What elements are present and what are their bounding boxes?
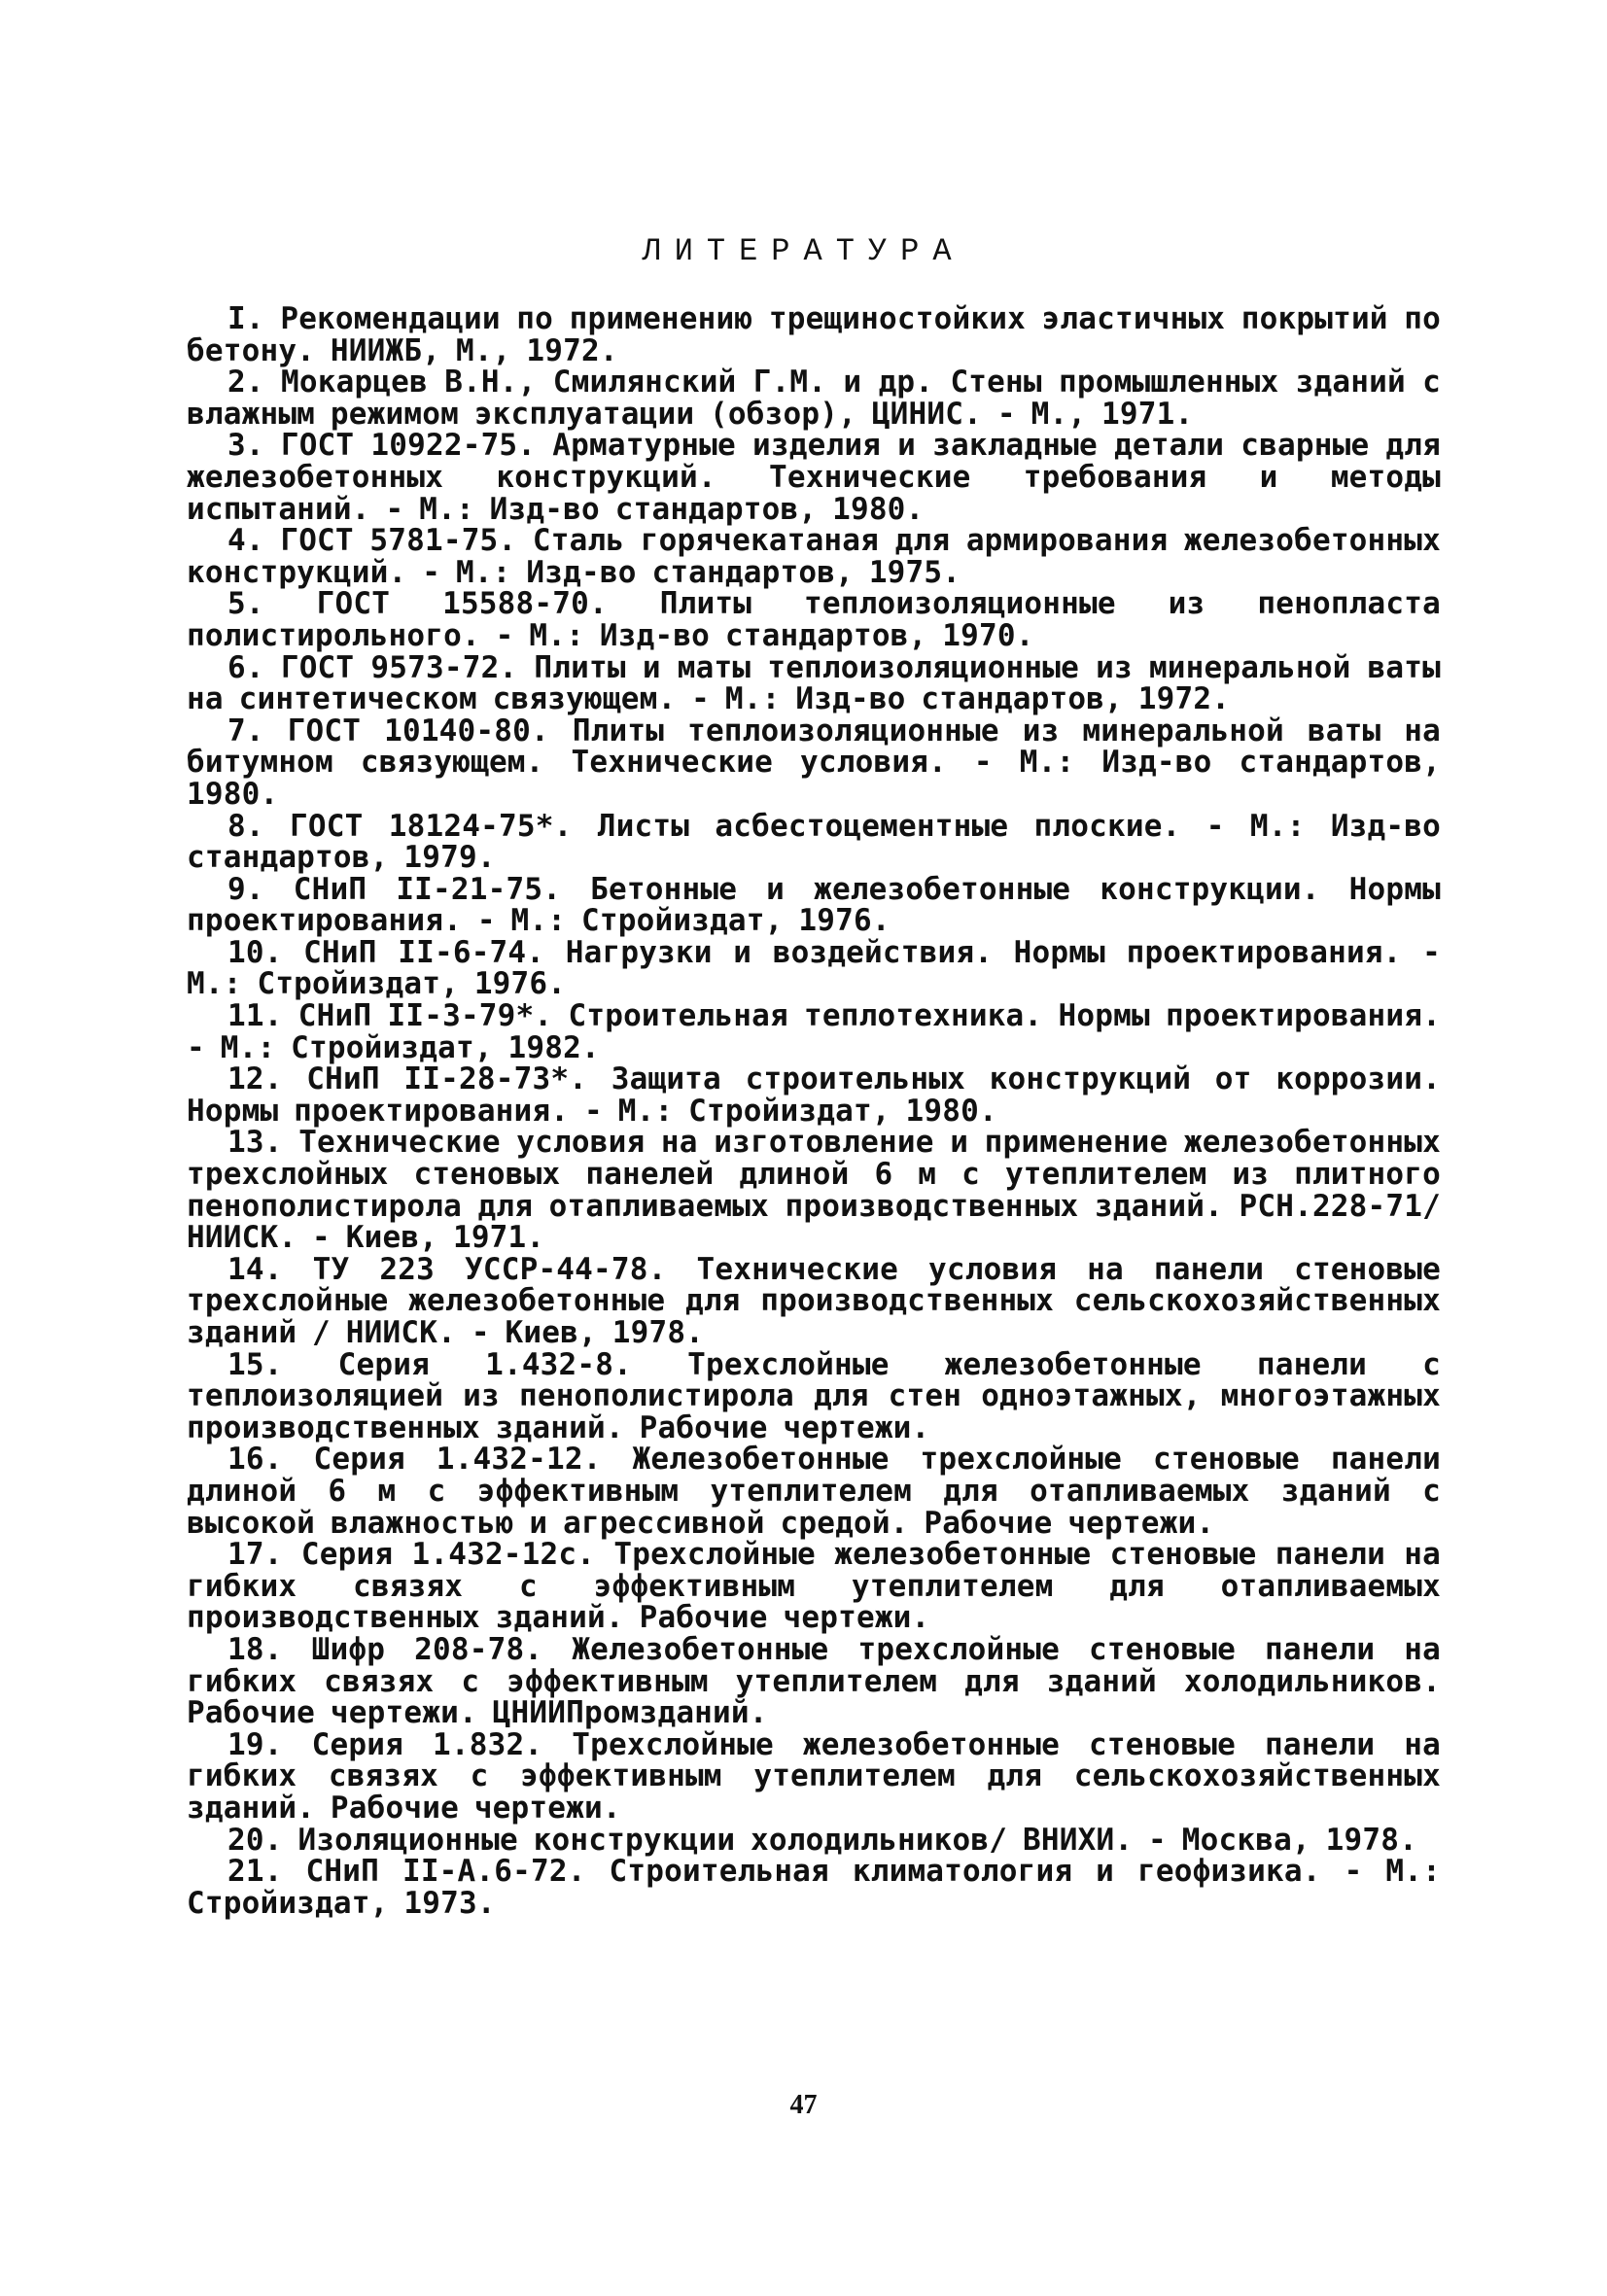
reference-item-10: 10. СНиП II-6-74. Нагрузки и воздействия. Нормы проектирования. - М.: Стройиздат, 1976.: [187, 934, 1441, 1002]
reference-item-20: 20. Изоляционные конструкции холодильников/ ВНИХИ. - Москва, 1978.: [227, 1822, 1417, 1858]
reference-item-17: 17. Серия 1.432-12с. Трехслойные железобетонные стеновые панели на гибких связях с эффективным утеплителем для отапливаемых производственных зданий. Рабочие чертежи.: [187, 1537, 1441, 1636]
reference-item-15: 15. Серия 1.432-8. Трехслойные железобетонные панели с теплоизоляцией из пенополистирола для стен одноэтажных, многоэтажных производственных зданий. Рабочие чертежи.: [187, 1346, 1441, 1445]
reference-item-19: 19. Серия 1.832. Трехслойные железобетонные стеновые панели на гибких связях с эффективным утеплителем для сельскохозяйственных зданий. Рабочие чертежи.: [187, 1726, 1441, 1826]
reference-item-4: 4. ГОСТ 5781-75. Сталь горячекатаная для армирования железобетонных конструкций. - М.: Изд-во стандартов, 1975.: [187, 523, 1441, 590]
reference-item-7: 7. ГОСТ 10140-80. Плиты теплоизоляционные из минеральной ваты на битумном связующем. Технические условия. - М.: Изд-во стандартов, 1980.: [187, 713, 1441, 812]
page-title: ЛИТЕРАТУРА: [642, 233, 965, 269]
reference-item-5: 5. ГОСТ 15588-70. Плиты теплоизоляционные из пенопласта полистирольного. - М.: Изд-во стандартов, 1970.: [187, 586, 1441, 653]
reference-item-11: 11. СНиП II-3-79*. Строительная теплотехника. Нормы проектирования. - М.: Стройиздат, 1982.: [187, 998, 1441, 1065]
reference-item-8: 8. ГОСТ 18124-75*. Листы асбестоцементные плоские. - М.: Изд-во стандартов, 1979.: [187, 808, 1441, 876]
reference-item-6: 6. ГОСТ 9573-72. Плиты и маты теплоизоляционные из минеральной ваты на синтетическом связующем. - М.: Изд-во стандартов, 1972.: [187, 649, 1441, 717]
reference-item-14: 14. ТУ 223 УССР-44-78. Технические условия на панели стеновые трехслойные железобетонные для производственных сельскохозяйственных зданий / НИИСК. - Киев, 1978.: [187, 1251, 1441, 1350]
reference-item-16: 16. Серия 1.432-12. Железобетонные трехслойные стеновые панели длиной 6 м с эффективным утеплителем для отапливаемых зданий с высокой влажностью и агрессивной средой. Рабочие чертежи.: [187, 1442, 1441, 1541]
reference-item-12: 12. СНиП II-28-73*. Защита строительных конструкций от коррозии. Нормы проектирования. - М.: Стройиздат, 1980.: [187, 1061, 1441, 1129]
reference-item-1: I. Рекомендации по применению трещиностойких эластичных покрытий по бетону. НИИЖБ, М., 1972.: [187, 301, 1441, 368]
page-number: 47: [789, 2090, 818, 2120]
reference-item-3: 3. ГОСТ 10922-75. Арматурные изделия и закладные детали сварные для железобетонных конструкций. Технические требования и методы испытаний. - М.: Изд-во стандартов, 1980.: [187, 428, 1441, 527]
reference-item-2: 2. Мокарцев В.Н., Смилянский Г.М. и др. Стены промышленных зданий с влажным режимом эксплуатации (обзор), ЦИНИС. - М., 1971.: [187, 365, 1441, 432]
reference-list: [187, 303, 1441, 1919]
reference-item-13: 13. Технические условия на изготовление и применение железобетонных трехслойных стеновых панелей длиной 6 м с утеплителем из плитного пенополистирола для отапливаемых производственных зданий. РСН.228-71/НИИСК. - Киев, 1971.: [187, 1125, 1441, 1256]
reference-item-21: 21. СНиП II-А.6-72. Строительная климатология и геофизика. - М.: Стройиздат, 1973.: [187, 1854, 1441, 1921]
reference-item-18: 18. Шифр 208-78. Железобетонные трехслойные стеновые панели на гибких связях с эффективным утеплителем для зданий холодильников. Рабочие чертежи. ЦНИИПромзданий.: [187, 1631, 1441, 1731]
reference-item-9: 9. СНиП II-21-75. Бетонные и железобетонные конструкции. Нормы проектирования. - М.: Стройиздат, 1976.: [187, 871, 1441, 939]
